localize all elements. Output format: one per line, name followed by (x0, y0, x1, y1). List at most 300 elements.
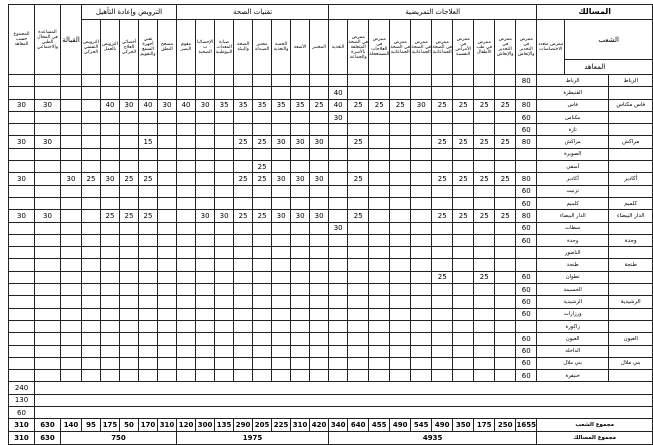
table-row (9, 185, 653, 197)
value-cell (291, 87, 310, 99)
value-cell (215, 197, 234, 209)
value-cell (61, 247, 82, 259)
region-cell: الرباط (609, 75, 653, 87)
value-cell (369, 259, 390, 271)
value-cell (9, 234, 35, 246)
group-total: المجموع حسب المعاهد (9, 5, 35, 75)
value-cell (158, 136, 177, 148)
value-cell (61, 222, 82, 234)
value-cell (215, 136, 234, 148)
value-cell: 25 (369, 99, 390, 111)
value-cell (453, 370, 474, 382)
value-cell: 60 (516, 296, 537, 308)
blank-cell (35, 394, 653, 406)
value-cell (411, 111, 432, 123)
value-cell: 40 (177, 99, 196, 111)
value-cell: 25 (139, 210, 158, 222)
value-cell (474, 370, 495, 382)
value-cell (272, 345, 291, 357)
value-cell: 25 (234, 136, 253, 148)
value-cell (390, 234, 411, 246)
value-cell (390, 370, 411, 382)
value-cell (61, 259, 82, 271)
value-cell (348, 357, 369, 369)
value-cell (411, 197, 432, 209)
value-cell: 60 (516, 185, 537, 197)
value-cell (196, 197, 215, 209)
value-cell (101, 197, 120, 209)
value-cell (101, 124, 120, 136)
value-cell (177, 197, 196, 209)
value-cell (139, 320, 158, 332)
value-cell: 30 (310, 210, 329, 222)
value-cell (253, 87, 272, 99)
value-cell (495, 333, 516, 345)
value-cell (177, 173, 196, 185)
institute-cell: تزنيت (537, 185, 609, 197)
value-cell (272, 320, 291, 332)
value-cell (82, 111, 101, 123)
institute-cell: الدار البيضاء (537, 210, 609, 222)
value-cell (432, 124, 453, 136)
value-cell (474, 197, 495, 209)
region-cell: العيون (609, 333, 653, 345)
value-cell (369, 357, 390, 369)
value-cell (101, 296, 120, 308)
value-cell (474, 75, 495, 87)
value-cell (120, 357, 139, 369)
value-cell (310, 308, 329, 320)
value-cell (139, 284, 158, 296)
value-cell (82, 345, 101, 357)
value-cell (101, 333, 120, 345)
value-cell (35, 222, 61, 234)
value-cell (177, 320, 196, 332)
value-cell (120, 370, 139, 382)
totals-shuab-cell: 350 (453, 419, 474, 432)
value-cell (158, 357, 177, 369)
value-cell (139, 247, 158, 259)
value-cell (177, 247, 196, 259)
value-cell: 25 (495, 99, 516, 111)
value-cell (158, 333, 177, 345)
value-cell (9, 185, 35, 197)
value-cell (390, 210, 411, 222)
value-cell (453, 357, 474, 369)
value-cell (310, 161, 329, 173)
value-cell (390, 320, 411, 332)
value-cell (101, 111, 120, 123)
region-cell (609, 185, 653, 197)
value-cell (101, 284, 120, 296)
totals-shuab-cell: 250 (495, 419, 516, 432)
value-cell (234, 185, 253, 197)
value-cell (310, 247, 329, 259)
value-cell (82, 185, 101, 197)
value-cell (432, 284, 453, 296)
value-cell (390, 136, 411, 148)
value-cell (411, 222, 432, 234)
table-row (9, 136, 653, 148)
value-cell (101, 308, 120, 320)
value-cell (196, 370, 215, 382)
value-cell (348, 161, 369, 173)
value-cell (101, 271, 120, 283)
value-cell (35, 308, 61, 320)
value-cell (215, 357, 234, 369)
value-cell: 25 (453, 136, 474, 148)
value-cell (9, 259, 35, 271)
totals-masalik-row (9, 432, 653, 445)
value-cell (82, 296, 101, 308)
institute-cell: تازة (537, 124, 609, 136)
value-cell (9, 370, 35, 382)
region-cell (609, 124, 653, 136)
value-cell (411, 87, 432, 99)
value-cell (348, 345, 369, 357)
value-cell (82, 210, 101, 222)
value-cell (158, 161, 177, 173)
value-cell (177, 222, 196, 234)
value-cell (516, 259, 537, 271)
institute-cell: طنجة (537, 259, 609, 271)
value-cell (329, 197, 348, 209)
value-cell (329, 320, 348, 332)
institute-total-cell: 60 (9, 407, 35, 419)
value-cell (177, 136, 196, 148)
value-cell (61, 197, 82, 209)
track-18: مقوم البصر (177, 20, 196, 75)
value-cell (432, 75, 453, 87)
value-cell: 30 (272, 173, 291, 185)
value-cell (215, 370, 234, 382)
value-cell (196, 259, 215, 271)
value-cell (9, 296, 35, 308)
value-cell: 25 (101, 210, 120, 222)
value-cell (411, 357, 432, 369)
value-cell (495, 111, 516, 123)
value-cell (177, 111, 196, 123)
value-cell (495, 357, 516, 369)
value-cell (196, 284, 215, 296)
value-cell (35, 333, 61, 345)
value-cell: 25 (139, 173, 158, 185)
value-cell (234, 87, 253, 99)
value-cell (411, 124, 432, 136)
value-cell (272, 333, 291, 345)
value-cell (101, 136, 120, 148)
value-cell (411, 259, 432, 271)
value-cell (411, 345, 432, 357)
totals-shuab-cell: 205 (253, 419, 272, 432)
value-cell (234, 333, 253, 345)
institute-cell: العيون (537, 333, 609, 345)
value-cell (329, 296, 348, 308)
value-cell (348, 333, 369, 345)
totals-shuab-cell: 1655 (516, 419, 537, 432)
value-cell (432, 247, 453, 259)
value-cell (234, 148, 253, 160)
value-cell (61, 320, 82, 332)
region-cell: فاس مكناس (609, 99, 653, 111)
totals-shuab-cell: 310 (291, 419, 310, 432)
value-cell: 30 (411, 99, 432, 111)
totals-shuab-cell: 310 (9, 419, 35, 432)
value-cell (329, 75, 348, 87)
value-cell (139, 259, 158, 271)
institute-cell: بني ملال (537, 357, 609, 369)
value-cell (61, 136, 82, 148)
value-cell (215, 161, 234, 173)
value-cell (35, 197, 61, 209)
value-cell (177, 87, 196, 99)
value-cell (432, 296, 453, 308)
value-cell (516, 87, 537, 99)
value-cell (120, 222, 139, 234)
value-cell: 25 (432, 173, 453, 185)
value-cell (474, 161, 495, 173)
value-cell (253, 345, 272, 357)
value-cell (272, 161, 291, 173)
value-cell (272, 234, 291, 246)
value-cell (474, 222, 495, 234)
value-cell: 60 (516, 284, 537, 296)
totals-shuab-cell: 175 (474, 419, 495, 432)
value-cell: 30 (196, 210, 215, 222)
value-cell (432, 370, 453, 382)
value-cell (101, 234, 120, 246)
value-cell: 25 (348, 99, 369, 111)
track-23: الترويض النفسي الحركي (82, 20, 101, 75)
value-cell: 30 (329, 222, 348, 234)
track-0: ممرض متعدد الاختصاصات (537, 20, 565, 75)
value-cell (390, 173, 411, 185)
value-cell (139, 124, 158, 136)
blank-cell (35, 382, 653, 394)
totals-shuab-cell: 225 (272, 419, 291, 432)
value-cell (120, 320, 139, 332)
value-cell (9, 284, 35, 296)
value-cell (348, 370, 369, 382)
value-cell (291, 333, 310, 345)
table-row (9, 296, 653, 308)
value-cell: 60 (516, 271, 537, 283)
value-cell: 25 (432, 210, 453, 222)
value-cell: 30 (35, 210, 61, 222)
value-cell (35, 185, 61, 197)
value-cell: 25 (253, 210, 272, 222)
value-cell (291, 320, 310, 332)
value-cell (329, 234, 348, 246)
value-cell: 40 (329, 87, 348, 99)
value-cell: 35 (272, 99, 291, 111)
value-cell (215, 222, 234, 234)
value-cell: 25 (453, 210, 474, 222)
value-cell (474, 296, 495, 308)
value-cell (158, 148, 177, 160)
value-cell (101, 75, 120, 87)
value-cell (9, 308, 35, 320)
value-cell (35, 320, 61, 332)
value-cell (369, 370, 390, 382)
table-row (9, 222, 653, 234)
value-cell (348, 87, 369, 99)
value-cell (411, 320, 432, 332)
value-cell (196, 296, 215, 308)
value-cell (9, 124, 35, 136)
track-17: الإحصائيات الصحية (196, 20, 215, 75)
value-cell: 25 (474, 210, 495, 222)
region-cell (609, 320, 653, 332)
value-cell (348, 185, 369, 197)
totals-shuab-cell: 95 (82, 419, 101, 432)
value-cell (196, 247, 215, 259)
value-cell (310, 234, 329, 246)
value-cell (196, 124, 215, 136)
value-cell (120, 161, 139, 173)
track-10: التغذية (329, 20, 348, 75)
value-cell: 60 (516, 111, 537, 123)
value-cell (291, 75, 310, 87)
value-cell (411, 370, 432, 382)
institute-cell: القنيطرة (537, 87, 609, 99)
value-cell (272, 185, 291, 197)
value-cell (390, 87, 411, 99)
value-cell (453, 284, 474, 296)
value-cell (82, 99, 101, 111)
value-cell (329, 161, 348, 173)
value-cell (158, 87, 177, 99)
table-row (9, 99, 653, 111)
value-cell (329, 284, 348, 296)
value-cell (291, 222, 310, 234)
value-cell (120, 271, 139, 283)
value-cell (196, 271, 215, 283)
value-cell (120, 111, 139, 123)
value-cell (390, 357, 411, 369)
institute-cell: مكناس (537, 111, 609, 123)
value-cell (432, 111, 453, 123)
value-cell (369, 345, 390, 357)
value-cell (291, 111, 310, 123)
value-cell (101, 370, 120, 382)
value-cell (215, 247, 234, 259)
value-cell (158, 259, 177, 271)
value-cell (329, 148, 348, 160)
value-cell (390, 271, 411, 283)
totals-shuab-cell: 455 (369, 419, 390, 432)
value-cell (369, 87, 390, 99)
value-cell (215, 173, 234, 185)
value-cell (329, 308, 348, 320)
value-cell (35, 247, 61, 259)
value-cell (453, 247, 474, 259)
region-cell (609, 345, 653, 357)
value-cell (61, 124, 82, 136)
value-cell (61, 345, 82, 357)
table-row (9, 357, 653, 369)
value-cell (453, 75, 474, 87)
value-cell (411, 75, 432, 87)
value-cell (234, 271, 253, 283)
totals-shuab-label: مجموع الشعب (537, 419, 653, 432)
value-cell (139, 345, 158, 357)
value-cell (390, 124, 411, 136)
value-cell (291, 148, 310, 160)
value-cell (61, 210, 82, 222)
value-cell (310, 124, 329, 136)
institute-cell: آسفي (537, 161, 609, 173)
table-row (9, 394, 653, 406)
value-cell (253, 75, 272, 87)
value-cell (390, 161, 411, 173)
value-cell: 30 (272, 210, 291, 222)
value-cell (453, 308, 474, 320)
value-cell (348, 308, 369, 320)
value-cell (291, 357, 310, 369)
value-cell (215, 259, 234, 271)
totals-shuab-cell: 50 (120, 419, 139, 432)
value-cell (369, 333, 390, 345)
value-cell (453, 259, 474, 271)
value-cell (177, 333, 196, 345)
value-cell (310, 357, 329, 369)
value-cell (453, 333, 474, 345)
value-cell (215, 284, 234, 296)
value-cell (82, 148, 101, 160)
admissions-table (8, 4, 653, 445)
value-cell (177, 148, 196, 160)
value-cell (310, 111, 329, 123)
value-cell (196, 234, 215, 246)
value-cell (82, 136, 101, 148)
value-cell (35, 161, 61, 173)
value-cell (369, 210, 390, 222)
header-shuab: الشعب (565, 20, 653, 60)
institute-cell: زاكورة (537, 320, 609, 332)
value-cell (120, 345, 139, 357)
value-cell (329, 370, 348, 382)
value-cell (215, 308, 234, 320)
value-cell (411, 247, 432, 259)
value-cell (474, 185, 495, 197)
value-cell (348, 197, 369, 209)
value-cell: 30 (120, 99, 139, 111)
value-cell (453, 234, 474, 246)
value-cell (432, 259, 453, 271)
value-cell (158, 320, 177, 332)
region-cell: طنجة (609, 259, 653, 271)
institute-total-cell: 240 (9, 382, 35, 394)
value-cell (253, 320, 272, 332)
value-cell (120, 284, 139, 296)
institute-cell: وجدة (537, 234, 609, 246)
value-cell (234, 247, 253, 259)
value-cell (196, 136, 215, 148)
value-cell: 25 (474, 173, 495, 185)
value-cell (9, 271, 35, 283)
value-cell (348, 284, 369, 296)
value-cell: 60 (516, 197, 537, 209)
institute-cell: كلميم (537, 197, 609, 209)
value-cell: 35 (234, 99, 253, 111)
value-cell (516, 320, 537, 332)
value-cell (329, 333, 348, 345)
value-cell (453, 161, 474, 173)
table-row (9, 308, 653, 320)
value-cell (139, 87, 158, 99)
value-cell (291, 345, 310, 357)
